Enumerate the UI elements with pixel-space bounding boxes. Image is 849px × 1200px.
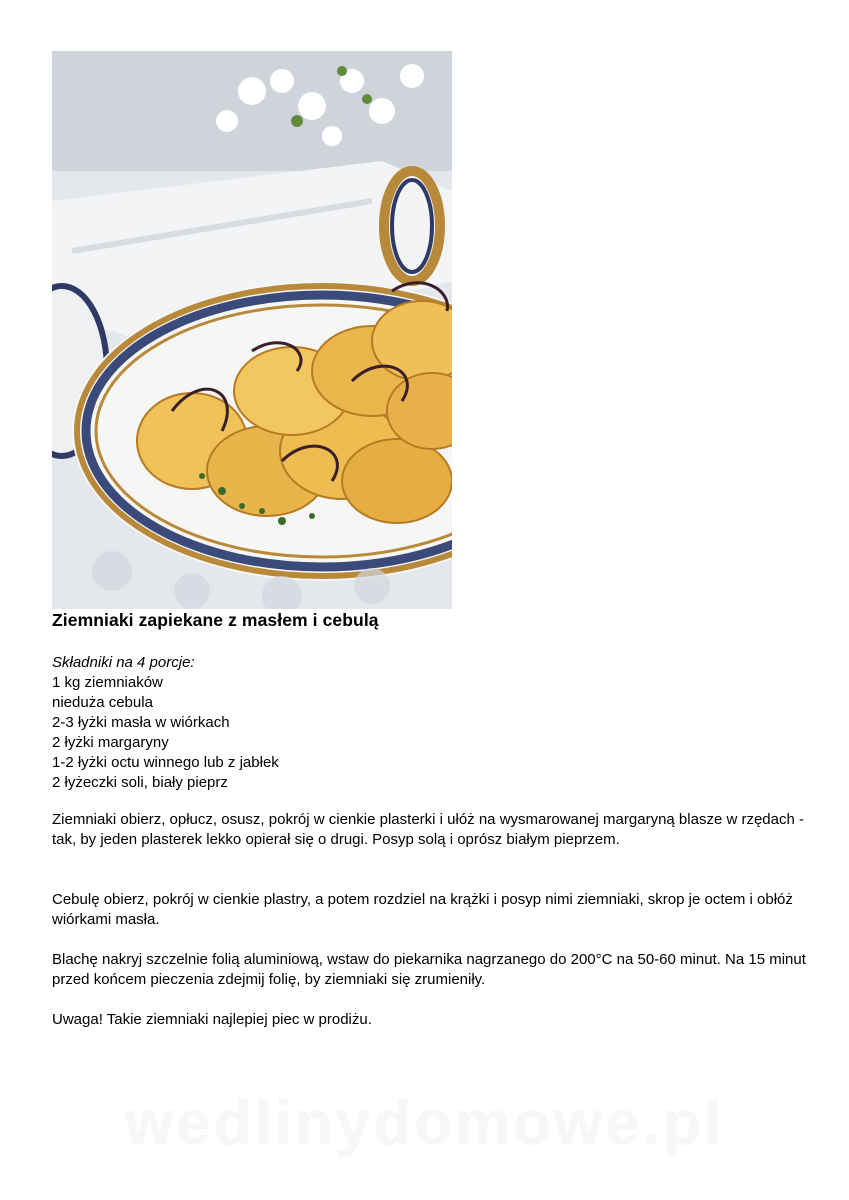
preparation-step-3: Blachę nakryj szczelnie folią aluminiową, wstaw do piekarnika nagrzanego do 200°C na 50-60 minut. Na 15 minut przed końcem pieczenia zdejmij folię, by ziemniaki się zrumieniły. bbox=[52, 951, 806, 988]
ingredients-heading: Składniki na 4 porcje: bbox=[52, 654, 195, 671]
ingredient-item: 1 kg ziemniaków bbox=[52, 674, 163, 691]
preparation-step-1: Ziemniaki obierz, opłucz, osusz, pokrój w cienkie plasterki i ułóż na wysmarowanej margaryną blasze w rzędach - tak, by jeden plasterek lekko opierał się o drugi. Posyp solą i oprósz białym pieprzem. bbox=[52, 811, 804, 848]
recipe-note: Uwaga! Takie ziemniaki najlepiej piec w prodiżu. bbox=[52, 1011, 372, 1028]
dish-photo bbox=[52, 51, 452, 609]
preparation-step-2: Cebulę obierz, pokrój w cienkie plastry, a potem rozdziel na krążki i posyp nimi ziemniaki, skrop je octem i obłóż wiórkami masła. bbox=[52, 891, 793, 928]
ingredient-item: nieduża cebula bbox=[52, 694, 153, 711]
baked-potatoes-illustration bbox=[52, 51, 452, 609]
ingredients-list bbox=[52, 653, 279, 793]
ingredient-item: 1-2 łyżki octu winnego lub z jabłek bbox=[52, 754, 279, 771]
site-watermark: wedlinydomowe.pl bbox=[124, 1089, 725, 1158]
ingredient-item: 2 łyżki margaryny bbox=[52, 734, 169, 751]
recipe-title: Ziemniaki zapiekane z masłem i cebulą bbox=[52, 610, 379, 630]
ingredient-item: 2 łyżeczki soli, biały pieprz bbox=[52, 774, 228, 791]
ingredient-item: 2-3 łyżki masła w wiórkach bbox=[52, 714, 230, 731]
